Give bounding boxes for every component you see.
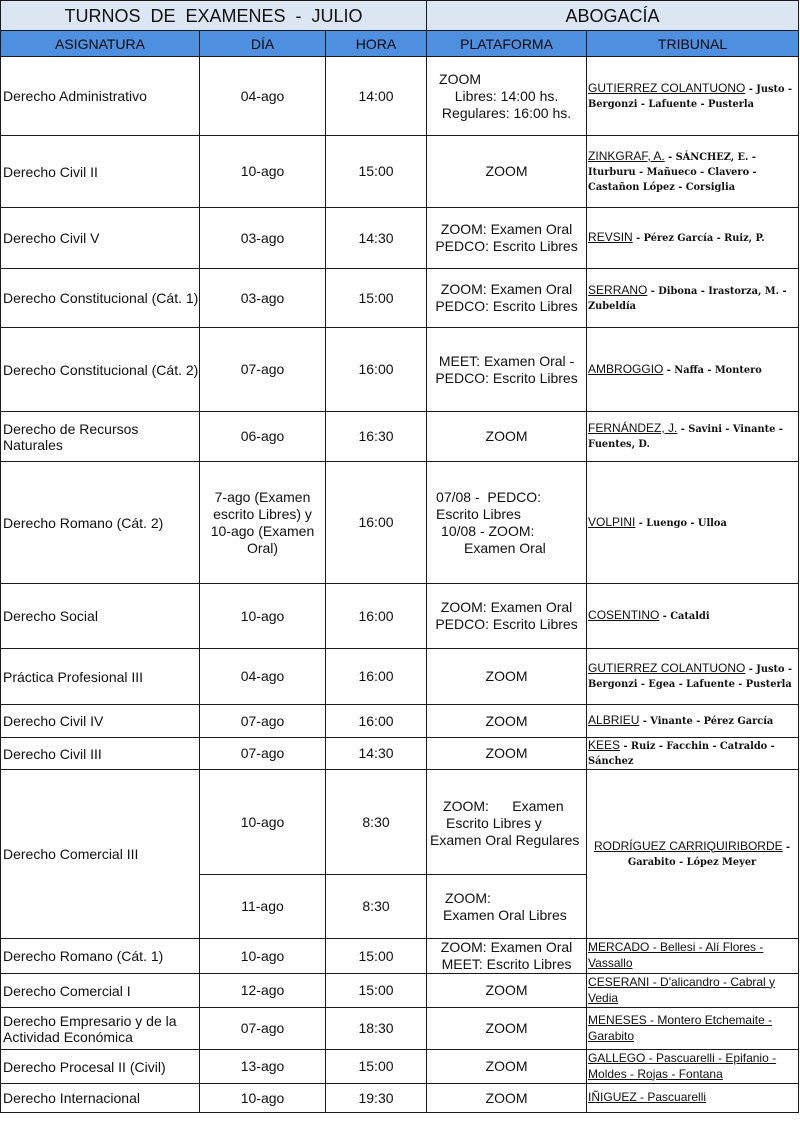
day-cell: 10-ago: [200, 770, 326, 875]
platform-line: PEDCO: Escrito Libres: [435, 616, 578, 632]
platform-line: Escrito Libres: [436, 505, 521, 522]
tribunal-members: - Cataldi: [659, 611, 710, 622]
platform-line: ZOOM: Examen: [443, 798, 564, 814]
table-row: [1, 738, 799, 770]
tribunal-members: - Vinante - Pérez García: [639, 716, 774, 727]
day-cell: 07-ago: [200, 738, 326, 770]
tribunal-cell: [587, 136, 799, 208]
platform-cell: ZOOM: [427, 649, 587, 705]
header-day: DÍA: [200, 31, 326, 57]
schedule-title: TURNOS DE EXAMENES - JULIO: [1, 1, 427, 31]
subject-cell: Derecho Comercial I: [1, 974, 200, 1008]
tribunal-members: - Ruiz - Facchin - Catraldo - Sánchez: [588, 741, 775, 767]
tribunal-cell: [587, 328, 799, 412]
subject-cell: Derecho Constitucional (Cát. 1): [1, 269, 200, 328]
platform-line: ZOOM: Examen Oral: [440, 599, 573, 615]
day-cell: 03-ago: [200, 208, 326, 269]
tribunal-president: ZINKGRAF, A.: [588, 148, 665, 163]
platform-cell: [427, 875, 587, 939]
time-cell: 19:30: [326, 1084, 427, 1113]
day-cell: 10-ago: [200, 584, 326, 649]
time-cell: 15:00: [326, 269, 427, 328]
subject-cell: Derecho Civil II: [1, 136, 200, 208]
tribunal-cell: [587, 770, 799, 939]
platform-cell: ZOOM: [427, 738, 587, 770]
tribunal-members: MENESES - Montero Etchemaite - Garabito: [588, 1012, 773, 1043]
table-row: [1, 328, 799, 412]
platform-line: ZOOM: Examen Oral: [440, 281, 573, 297]
day-cell: 06-ago: [200, 412, 326, 462]
table-row: [1, 1084, 799, 1113]
header-row: [1, 31, 799, 57]
table-row: [1, 770, 799, 875]
time-cell: 15:00: [326, 974, 427, 1008]
platform-line: Escrito Libres: [446, 815, 531, 831]
table-row: [1, 1008, 799, 1050]
title-row: [1, 1, 799, 31]
subject-cell: Derecho Comercial III: [1, 770, 200, 939]
tribunal-members: - Justo - Bergonzi - Lafuente - Pusterla: [588, 83, 793, 110]
table-row: [1, 939, 799, 974]
table-row: [1, 1050, 799, 1084]
table-row: [1, 269, 799, 328]
platform-cell: [427, 462, 587, 584]
platform-line: PEDCO: Escrito Libres: [435, 298, 578, 314]
time-cell: 15:00: [326, 939, 427, 974]
platform-line: ZOOM: Examen Oral: [440, 221, 573, 237]
tribunal-cell: [587, 1050, 799, 1084]
subject-cell: Derecho de Recursos Naturales: [1, 412, 200, 462]
platform-cell: ZOOM: [427, 136, 587, 208]
day-cell: 12-ago: [200, 974, 326, 1008]
tribunal-cell: [587, 269, 799, 328]
platform-line: Regulares: 16:00 hs.: [441, 104, 572, 121]
platform-line: ZOOM: [439, 70, 482, 87]
tribunal-cell: [587, 208, 799, 269]
tribunal-president: GUTIERREZ COLANTUONO: [588, 661, 746, 675]
platform-line: ZOOM: Examen Oral: [440, 939, 573, 955]
subject-cell: Derecho Social: [1, 584, 200, 649]
subject-cell: Práctica Profesional III: [1, 649, 200, 705]
subject-cell: Derecho Internacional: [1, 1084, 200, 1113]
tribunal-members: - Justo - Bergonzi - Egea - Lafuente - Pusterla: [588, 664, 793, 690]
day-cell: 10-ago: [200, 939, 326, 974]
time-cell: 14:00: [326, 57, 427, 136]
subject-cell: Derecho Procesal II (Civil): [1, 1050, 200, 1084]
platform-line: Libres: 14:00 hs.: [454, 87, 559, 104]
time-cell: 16:00: [326, 328, 427, 412]
time-cell: 16:30: [326, 412, 427, 462]
subject-cell: Derecho Civil IV: [1, 705, 200, 738]
platform-cell: [427, 328, 587, 412]
tribunal-members: - Luengo - Ulloa: [635, 517, 727, 529]
platform-line: Examen Oral Regulares: [430, 832, 580, 848]
table-row: [1, 136, 799, 208]
tribunal-cell: [587, 462, 799, 584]
platform-line: MEET: Escrito Libres: [441, 956, 572, 972]
platform-cell: ZOOM: [427, 1050, 587, 1084]
day-cell: 07-ago: [200, 705, 326, 738]
platform-cell: ZOOM: [427, 974, 587, 1008]
day-cell: 10-ago: [200, 1084, 326, 1113]
time-cell: 14:30: [326, 738, 427, 770]
platform-line: 07/08 - PEDCO:: [436, 488, 542, 505]
platform-line: y: [534, 815, 542, 831]
platform-line: Examen Oral: [464, 539, 546, 556]
header-subject: ASIGNATURA: [1, 31, 200, 57]
day-cell: 07-ago: [200, 328, 326, 412]
tribunal-cell: [587, 584, 799, 649]
platform-cell: [427, 770, 587, 875]
time-cell: 16:00: [326, 462, 427, 584]
platform-cell: [427, 939, 587, 974]
time-cell: 8:30: [326, 875, 427, 939]
career-title: ABOGACÍA: [427, 1, 799, 31]
tribunal-president: RODRÍGUEZ CARRIQUIRIBORDE: [593, 838, 783, 853]
day-cell: 07-ago: [200, 1008, 326, 1050]
table-row: [1, 208, 799, 269]
tribunal-cell: [587, 649, 799, 705]
day-cell: 10-ago: [200, 136, 326, 208]
table-row: [1, 649, 799, 705]
platform-cell: [427, 269, 587, 328]
tribunal-president: FERNÁNDEZ, J.: [588, 421, 678, 435]
tribunal-president: REVSIN: [588, 230, 633, 244]
tribunal-cell: [587, 974, 799, 1008]
tribunal-members: - Dibona - Irastorza, M. - Zubeldía: [588, 285, 787, 312]
platform-cell: [427, 584, 587, 649]
time-cell: 16:00: [326, 649, 427, 705]
table-row: [1, 974, 799, 1008]
tribunal-members: - SÁNCHEZ, E. - Iturburu - Mañueco - Clavero - Castañon López - Corsiglia: [588, 151, 757, 193]
time-cell: 18:30: [326, 1008, 427, 1050]
time-cell: 15:00: [326, 136, 427, 208]
day-cell: 13-ago: [200, 1050, 326, 1084]
platform-line: MEET: Examen Oral -: [438, 352, 575, 369]
platform-cell: ZOOM: [427, 412, 587, 462]
tribunal-members: CESERANI - D'alicandro - Cabral y Vedia: [588, 974, 776, 1005]
tribunal-president: GUTIERREZ COLANTUONO: [588, 80, 746, 95]
platform-line: PEDCO: Escrito Libres: [435, 369, 578, 386]
table-row: [1, 57, 799, 136]
platform-line: Examen Oral Libres: [443, 906, 567, 923]
day-cell: 7-ago (Examen escrito Libres) y 10-ago (Examen Oral): [200, 462, 326, 584]
tribunal-president: KEES: [588, 738, 621, 752]
time-cell: 8:30: [326, 770, 427, 875]
table-row: [1, 462, 799, 584]
header-platform: PLATAFORMA: [427, 31, 587, 57]
tribunal-members: GALLEGO - Pascuarelli - Epifanio - Moldes - Rojas - Fontana: [588, 1050, 777, 1081]
platform-cell: ZOOM: [427, 1084, 587, 1113]
platform-line: ZOOM:: [445, 889, 491, 906]
table-row: [1, 584, 799, 649]
tribunal-members: - Pérez García - Ruiz, P.: [632, 233, 765, 244]
day-cell: 04-ago: [200, 649, 326, 705]
day-cell: 04-ago: [200, 57, 326, 136]
platform-cell: ZOOM: [427, 705, 587, 738]
time-cell: 16:00: [326, 584, 427, 649]
tribunal-president: ALBRIEU: [588, 713, 640, 727]
table-row: [1, 412, 799, 462]
platform-line: 10/08 - ZOOM:: [441, 522, 535, 539]
tribunal-cell: [587, 1084, 799, 1113]
tribunal-cell: [587, 412, 799, 462]
day-cell: 11-ago: [200, 875, 326, 939]
tribunal-president: SERRANO: [588, 282, 648, 297]
day-cell: 03-ago: [200, 269, 326, 328]
tribunal-members: MERCADO - Bellesi - Alí Flores - Vassallo: [588, 940, 764, 970]
header-tribunal: TRIBUNAL: [587, 31, 799, 57]
tribunal-cell: [587, 57, 799, 136]
platform-line: PEDCO: Escrito Libres: [435, 238, 578, 254]
tribunal-members: IÑIGUEZ - Pascuarelli: [588, 1090, 707, 1104]
subject-cell: Derecho Civil V: [1, 208, 200, 269]
tribunal-cell: [587, 738, 799, 770]
subject-cell: Derecho Empresario y de la Actividad Económica: [1, 1008, 200, 1050]
header-time: HORA: [326, 31, 427, 57]
subject-cell: Derecho Administrativo: [1, 57, 200, 136]
subject-cell: Derecho Romano (Cát. 1): [1, 939, 200, 974]
tribunal-president: COSENTINO: [588, 608, 660, 622]
tribunal-president: AMBROGGIO: [588, 361, 664, 376]
tribunal-members: - Naffa - Montero: [663, 364, 762, 376]
time-cell: 14:30: [326, 208, 427, 269]
subject-cell: Derecho Romano (Cát. 2): [1, 462, 200, 584]
tribunal-members: - Garabito - López Meyer: [627, 841, 791, 868]
tribunal-cell: [587, 1008, 799, 1050]
subject-cell: Derecho Constitucional (Cát. 2): [1, 328, 200, 412]
subject-cell: Derecho Civil III: [1, 738, 200, 770]
platform-cell: [427, 208, 587, 269]
platform-cell: ZOOM: [427, 1008, 587, 1050]
tribunal-cell: [587, 939, 799, 974]
platform-cell: [427, 57, 587, 136]
table-row: [1, 705, 799, 738]
time-cell: 15:00: [326, 1050, 427, 1084]
time-cell: 16:00: [326, 705, 427, 738]
tribunal-members: - Savini - Vinante - Fuentes, D.: [588, 424, 783, 450]
tribunal-cell: [587, 705, 799, 738]
tribunal-president: VOLPINI: [588, 514, 636, 529]
